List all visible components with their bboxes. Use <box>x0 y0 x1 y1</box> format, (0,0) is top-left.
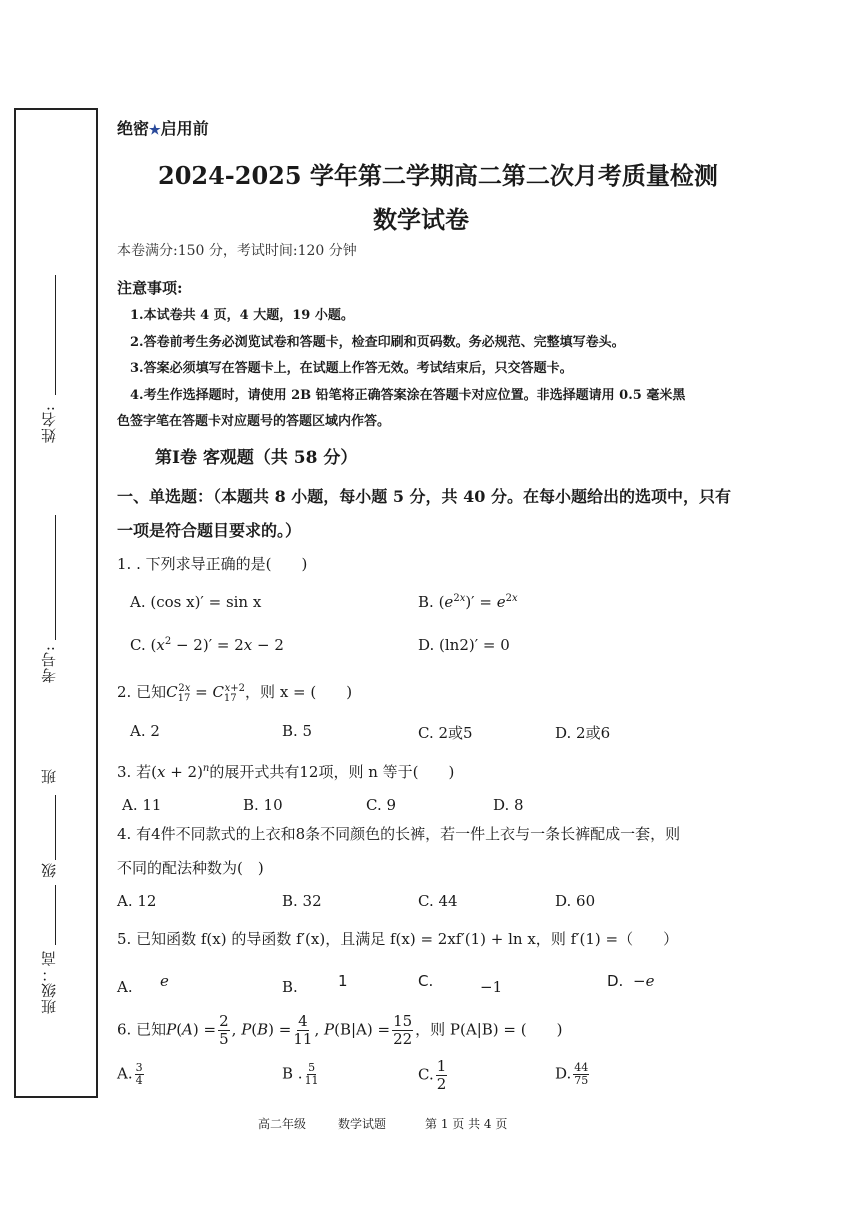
ban-line <box>55 795 56 860</box>
q1-option-c: C. $(x^2 - 2)' = 2x - 2$ <box>130 636 284 654</box>
exam-meta: 本卷满分:150 分，考试时间:120 分钟 <box>117 243 357 259</box>
footer-subject: 数学试题 <box>338 1117 387 1131</box>
ji-label: 级 <box>40 862 58 878</box>
fraction: $\frac{2}{5}$ <box>219 1012 229 1048</box>
page-subtitle: 数学试卷 <box>373 205 469 234</box>
class-label: 班级：高 <box>40 950 58 1014</box>
q3-option-b: B. 10 <box>243 796 283 814</box>
question-2-stem: 2. 已知$C_{17}^{2x} = C_{17}^{x+2}$，则 x = ( ) <box>117 683 353 704</box>
q4-option-c: C. 44 <box>418 892 458 910</box>
q5-option-a-label: A. <box>117 978 133 996</box>
q2-option-d: D. 2或6 <box>555 724 611 742</box>
q4-option-d: D. 60 <box>555 892 596 910</box>
q5-option-b-value: 1 <box>338 972 348 990</box>
q3-option-a: A. 11 <box>122 796 162 814</box>
fraction: $\frac{1}{2}$ <box>436 1057 447 1093</box>
name-line <box>55 275 56 395</box>
q5-option-c-value: −1 <box>480 978 503 996</box>
q2-option-a: A. 2 <box>130 722 160 740</box>
section-heading-line2: 一项是符合题目要求的。） <box>117 521 302 540</box>
fraction: $\frac{15}{22}$ <box>393 1012 413 1048</box>
fraction: $\frac{3}{4}$ <box>135 1061 143 1087</box>
q3-option-c: C. 9 <box>366 796 397 814</box>
q1-option-d: D. (ln2)′ = 0 <box>418 636 510 654</box>
secret-mark: 绝密★启用前 <box>117 119 209 138</box>
part-title: 第Ⅰ卷 客观题（共 58 分） <box>155 448 358 468</box>
question-4-line1: 4. 有4件不同款式的上衣和8条不同颜色的长裤，若一件上衣与一条长裤配成一套，则 <box>117 825 681 843</box>
q1-option-b: B. $(e^{2x})' = e^{2x}$ <box>418 593 518 611</box>
notes-heading: 注意事项: <box>117 279 183 297</box>
q5-option-d-label: D. <box>607 972 624 990</box>
footer-grade: 高二年级 <box>258 1117 307 1131</box>
q2-option-c: C. 2或5 <box>418 724 473 742</box>
note-item: 2.答卷前考生务必浏览试卷和答题卡，检查印刷和页码数。务必规范、完整填写卷头。 <box>130 335 625 350</box>
question-3-stem: 3. 若$(x + 2)^n$的展开式共有12项，则 n 等于( ) <box>117 763 455 781</box>
q2-option-b: B. 5 <box>282 722 313 740</box>
q5-option-b-label: B. <box>282 978 298 996</box>
question-6-stem: 6. 已知P(A) = $\frac{2}{5}$ , P(B) = $\frac{4}{11}$ , P(B|A) = $\frac{15}{22}$ ，则 P(A|B) = ( ) <box>117 1012 563 1048</box>
note-item: 4.考生作选择题时，请使用 2B 铅笔将正确答案涂在答题卡对应位置。非选择题请用 0.5 毫米黑 <box>130 388 686 403</box>
question-5-stem: 5. 已知函数 f(x) 的导函数 f′(x)，且满足 f(x) = 2xf′(1) + ln x，则 f′(1) =（ ） <box>117 930 679 948</box>
q5-option-a-value: e <box>160 972 169 990</box>
q6-option-d: D. $\frac{44}{75}$ <box>555 1061 589 1087</box>
fraction: $\frac{4}{11}$ <box>293 1012 313 1048</box>
star-icon: ★ <box>149 123 161 138</box>
section-heading-line1: 一、单选题：（本题共 8 小题，每小题 5 分，共 40 分。在每小题给出的选项中，只有 <box>117 487 731 506</box>
ji-line <box>55 885 56 945</box>
q4-option-a: A. 12 <box>117 892 157 910</box>
fraction: $\frac{5}{11}$ <box>304 1061 319 1087</box>
q4-option-b: B. 32 <box>282 892 322 910</box>
note-item: 1.本试卷共 4 页，4 大题，19 小题。 <box>130 308 354 323</box>
q6-option-c: C. $\frac{1}{2}$ <box>418 1057 447 1093</box>
question-1-stem: 1. . 下列求导正确的是( ) <box>117 555 308 573</box>
note-item: 色签字笔在答题卡对应题号的答题区域内作答。 <box>117 414 391 429</box>
q3-option-d: D. 8 <box>493 796 524 814</box>
q1-option-a: A. (cos x)′ = sin x <box>130 593 262 611</box>
page-title: 2024-2025 学年第二学期高二第二次月考质量检测 <box>158 161 718 190</box>
q6-option-b: B . $\frac{5}{11}$ <box>282 1061 319 1087</box>
q5-option-c-label: C. <box>418 972 434 990</box>
fraction: $\frac{44}{75}$ <box>574 1061 589 1087</box>
exam-no-line <box>55 515 56 640</box>
ban-label: 班 <box>40 768 58 784</box>
name-label: 姓名: <box>40 405 58 444</box>
question-4-line2: 不同的配法种数为( ) <box>117 859 264 877</box>
note-item: 3.答案必须填写在答题卡上，在试题上作答无效。考试结束后，只交答题卡。 <box>130 361 573 376</box>
q5-option-d-value: −e <box>633 972 655 990</box>
q6-option-a: A. $\frac{3}{4}$ <box>117 1061 143 1087</box>
footer-page: 第 1 页 共 4 页 <box>425 1117 508 1131</box>
exam-no-label: 考号: <box>40 645 58 684</box>
